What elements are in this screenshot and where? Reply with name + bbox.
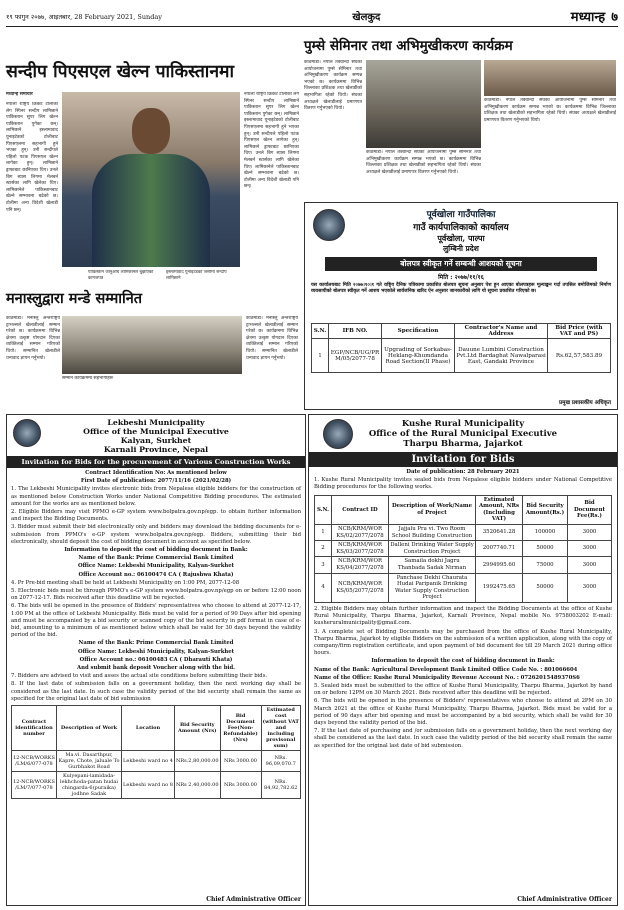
kushe-row3-sn: 3 [315, 557, 332, 573]
lekbeshi-bank2-line4: And submit bank deposit Voucher along with the bid. [76, 665, 235, 672]
story1-headline: सन्दीप पिएसएल खेल्न पाकिस्तानमा [6, 62, 235, 82]
lekbeshi-row2-loc: Lekbeshi ward no 8 [122, 772, 175, 799]
story1-text-col2: नेपाली राष्ट्रिय क्रिकेट टोलीका लेग स्पिनर सन्दीप लामिछाने पाकिस्तान सुपर लिग खेल्न पाकिस्तान पुगेका छन्। लामिछाने इस्लामावाद युनाइटेडको टोलीबाट पिएसएलमा सहभागी हुने भएका हुन्। उनी सन्दीपले पहिलो पटक पिएसएल खेल्न लागेका हुन्। लामिछाने ड्राफ्टबाट छानिएका थिए। उनले बिग ब्यास लिगमा मेलबर्न स्टार्सका लागि खेलेका थिए। लामिछानेले पाकिस्तानबाट खेल्ने सम्भावना बढेको छ। टोलीमा अन्य विदेशी खेलाडी पनि छन्। [244, 92, 299, 190]
purbakhola-spec: Upgrading of Sorkabas-Heklang-Khumdanda Road Section(II Phase) [382, 339, 455, 373]
kushe-bank-line1: Name of the Bank: Agricultural Development Bank Limited Office Code No. : 801066604 [314, 666, 578, 673]
kushe-row1-sn: 1 [315, 524, 332, 540]
lekbeshi-title3: Kalyan, Surkhet [120, 436, 192, 445]
lekbeshi-item-4: 4. Pr Pre-bid meeting shall be held at Lekbeshi Municipality on 1:00 PM, 2077-12-08 [11, 579, 240, 586]
kushe-row4-id: NCB/KRM/WOR KS/05/2077/2078 [332, 573, 389, 602]
notice-lekbeshi [6, 414, 306, 906]
kushe-item-5: 5. Sealed bids must be submitted to the office of Kushe Rural Municipality, Tharpu Bharma, Jajarkot by hand on or before 12PM on 30 March 2021. Bids received after this deadline will be rejected. [314, 682, 612, 697]
purbakhola-price: Rs.62,57,583.89 [548, 339, 611, 373]
kushe-row4-fee: 3000 [568, 573, 612, 602]
kushe-title3: Tharpu Bharma, Jajarkot [403, 439, 523, 449]
lekbeshi-title2: Office of the Municipal Executive [83, 427, 229, 436]
lekbeshi-th-cost: Estimated cost (without VAT and including provisonal sum) [262, 707, 299, 750]
lekbeshi-item-2: 2. Eligible Bidders may visit PPMO e-GP system www.bolpatra.gov.np/egp. to obtain further information and inspect the Bidding Documents. [11, 509, 301, 523]
purbakhola-body: यस कार्यालयबाट मिति २०७७।१०।१ गते राष्ट्रिय दैनिक पत्रिकामा प्रकाशित बोलपत्र सूचना अनुसार पेश हुन आएका बोलपत्रहरू मूल्याङ्कन गर्दा तपसिल बमोजिमको निर्माण व्यवसायीको बोलपत्र स्वीकृत गर्ने आशय भएकोले सार्वजनिक खरिद ऐन अनुसार जानकारीको लागि यो सूचना प्रकाशित गरिएको छ। [311, 282, 611, 295]
purbakhola-table [311, 323, 611, 373]
page-number: ७ [611, 10, 618, 25]
table-row [315, 541, 612, 557]
kushe-row3-security: 75000 [523, 557, 568, 573]
story2-text-col2: काठमाडौं। नेपाल तेक्वान्दो संघको आयोजनामा पुम्से सेमिनार तथा अभिमुखीकरण कार्यक्रम सम्पन्न भएको छ। कार्यक्रममा विभिन्न जिल्लाका प्रशिक्षक तथा खेलाडीको सहभागिता रहेको थियो। संघका अध्यक्षले खेलाडीलाई प्रमाणपत्र वितरण गर्नुभएको थियो। [366, 150, 481, 175]
kushe-item-3: 3. A complete set of Bidding Documents may be purchased from the office of Kushe Rural Municipality, Tharpu Bharma, Jajarkot by eligible Bidders on the submission of a written application, along with the copy of company/firm registration certificate, and upon payment of bid document fee till 29 March 2021 during office hours. [314, 628, 612, 657]
lekbeshi-title4: Karnali Province, Nepal [103, 445, 209, 454]
kushe-row3-fee: 3000 [568, 557, 612, 573]
lekbeshi-th-id: Contract identification number [12, 706, 57, 751]
kushe-row2-fee: 3000 [568, 541, 612, 557]
kushe-row1-fee: 3000 [568, 524, 612, 540]
kushe-title1: Kushe Rural Municipality [401, 419, 525, 429]
kushe-row4-desc: Panchase Dekhi Chaurata Hudai Paripanik Drinking Water Supply Construction Project [389, 573, 476, 602]
kushe-row3-id: NCB/KRM/WOR KS/04/2077/2078 [332, 557, 389, 573]
purbakhola-th-spec: Specification [382, 324, 455, 339]
kushe-row2-id: NCB/KRM/WOR KS/03/2077/2078 [332, 541, 389, 557]
lekbeshi-row1-security: NRs.2,80,000.00 [175, 751, 221, 772]
lekbeshi-item-7: 7. Bidders are advised to visit and asses the actual site conditions before submitting their bids. [11, 673, 268, 680]
kushe-deposit-head: Information to deposit the cost of bidding document in Bank: [371, 658, 555, 665]
kushe-signature: Chief Administrative Officer [517, 896, 612, 903]
lekbeshi-signature: Chief Administrative Officer [206, 896, 301, 903]
lekbeshi-th-fee: Bid Document Fee(Non-Refundable) (Nrs) [220, 706, 261, 751]
lekbeshi-bank1-line2: Office Name: Lekbeshi Municipality, Kalyan-Surkhet [77, 563, 235, 570]
purbakhola-title2: गाउँ कार्यपालिकाको कार्यालय [413, 223, 509, 233]
story2-text-col3: काठमाडौं। नेपाल तेक्वान्दो संघको आयोजनामा पुम्से सेमिनार तथा अभिमुखीकरण कार्यक्रम सम्पन्न भएको छ। कार्यक्रममा विभिन्न जिल्लाका प्रशिक्षक तथा खेलाडीको सहभागिता रहेको थियो। संघका अध्यक्षले खेलाडीलाई प्रमाणपत्र वितरण गर्नुभएको थियो। [484, 98, 616, 123]
lekbeshi-row1-fee: NRs 3000.00 [220, 751, 261, 772]
story3-text-col2: सम्मान कार्यक्रममा सहभागीहरू [62, 376, 114, 381]
lekbeshi-row2-security: NRs 2,40,000.00 [175, 772, 221, 799]
purbakhola-title1: पूर्वखोला गाउँपालिका [426, 210, 496, 220]
purbakhola-sn: 1 [312, 339, 329, 373]
lekbeshi-bar: Invitation for Bids for the procurement of Various Construction Works [7, 456, 305, 468]
purbakhola-th-sn: S.N. [312, 324, 329, 339]
lekbeshi-row1-cost: NRs. 96,09,070.7 [261, 751, 300, 772]
story2-headline: पुम्से सेमिनार तथा अभिमुखीकरण कार्यक्रम [304, 38, 513, 54]
kushe-row1-desc: Jajjalu Pra vi. Two Room School Building Construction [389, 524, 476, 540]
kushe-item-7: 7. If the last date of purchasing and /or submission falls on a government holiday, then the next working day shall be considered as the last date. In such case the validity period of the bid security shall remain the same as specified for the original last date of bid submission. [314, 728, 612, 749]
table-row [12, 751, 301, 772]
lekbeshi-row2-fee: NRs 3000.00 [220, 772, 261, 799]
kushe-row4-amount: 1992475.65 [476, 573, 523, 602]
kushe-bank-line2: Name of the Office: Kushe Rural Municipality Revenue Account No. : 07262015489370S6 [314, 674, 580, 681]
lekbeshi-bank1-line3: Office Account no.: 06100474 CA ( Rajushwa Khata) [78, 571, 234, 578]
kushe-row1-security: 100000 [523, 524, 568, 540]
kushe-th-amount: Estimated Amount, NRs (Including VAT) [476, 495, 523, 524]
purbakhola-date: मिति : २०७७/११/१६ [438, 274, 484, 281]
player-head [132, 108, 170, 154]
kushe-date-line: Date of publication: 28 February 2021 [406, 469, 520, 475]
kushe-row1-id: NCB/KRM/WOR KS/02/2077/2078 [332, 524, 389, 540]
lekbeshi-row1-id: 12-NCB/WORKS /LM/6/077-078 [12, 751, 57, 772]
lekbeshi-item-5: 5. Electronic bids must be through PPMO's e-GP system www.bolpatra.gov.np/egp on or before 12:00 noon on 2077-12-17. Bids received after this deadline will be rejected. [11, 588, 301, 602]
story1-caption-left: पाकिस्तान जानुअघि लामिछानेले बुझाएको कागजपत्र [88, 270, 154, 281]
kushe-table [314, 495, 612, 603]
lekbeshi-row1-desc: Ma.vi. Dasarthpur, Kapre, Chote, jaluale To Gurbhakot Road [58, 752, 120, 771]
purbakhola-ifb: EGP/NCB/UG/PR M/05/2077-78 [329, 339, 382, 373]
table-row [315, 557, 612, 573]
lekbeshi-bank1-line1: Name of the Bank: Prime Commercial Bank Limited [78, 555, 234, 562]
lekbeshi-th-loc: Location [122, 706, 175, 751]
lekbeshi-item-8: 8. If the last date of submission falls on a government holiday, then the next working day shall be considered as the last date. In such case the validity period of the bid security shall remain the same as specified for the original last date of bid submission [11, 681, 301, 702]
section-title: खेलकुद [352, 12, 381, 23]
kushe-row2-desc: Dalleni Drinking Water Supply Construction Project [389, 541, 476, 557]
story1-caption-right: इस्लामावाद युनाइटेडको जर्सीमा सन्दीप लामिछाने [166, 270, 227, 281]
kushe-row4-security: 50000 [523, 573, 568, 602]
lekbeshi-bank2-line3: Office Account no.: 06100483 CA ( Dharauti Khata) [79, 656, 233, 663]
masthead-brand: मध्यान्ह [570, 10, 606, 25]
story2-photo-right [484, 60, 616, 96]
lekbeshi-th-desc: Description of Work [57, 706, 122, 751]
lekbeshi-table [11, 705, 301, 799]
lekbeshi-row1-loc: Lekbeshi ward no 4 [122, 751, 175, 772]
kushe-row1-amount: 3520641.28 [476, 524, 523, 540]
kushe-row4-sn: 4 [315, 573, 332, 602]
lekbeshi-pub-line: First Date of publication: 2077/11/16 (2021/02/28) [80, 478, 232, 485]
purbakhola-bar: बोलपत्र स्वीकृत गर्ने सम्बन्धी आशयको सूचना [325, 257, 597, 271]
kushe-row3-desc: Samaila dokhi Jagru Thanbada Sadak Nirman [389, 557, 476, 573]
lekbeshi-row2-id: 12-NCB/WORKS /LM/7/077-078 [12, 772, 57, 799]
story3-text-col3: काठमाडौं। मनास्लु अन्तर्राष्ट्रिय ट्राभल्सले खेलाडीलाई सम्मान गरेको छ। कार्यक्रममा विभिन्न क्षेत्रमा उत्कृष्ट योगदान दिएका व्यक्तिलाई सम्मान गरिएको थियो। सम्मानित खेलाडीले धन्यवाद ज्ञापन गर्नुभयो। [246, 316, 298, 361]
issue-date: १९ फागुन २०७७, आइतबार, 28 February 2021, Sunday [6, 12, 162, 21]
table-row [312, 339, 611, 373]
lekbeshi-row2-cost: NRs. 84,92,782.62 [261, 772, 300, 799]
lekbeshi-title1: Lekbeshi Municipality [107, 418, 205, 427]
story2-text-col1: काठमाडौं। नेपाल तेक्वान्दो संघको आयोजनामा पुम्से सेमिनार तथा अभिमुखीकरण कार्यक्रम सम्पन्न भएको छ। कार्यक्रममा विभिन्न जिल्लाका प्रशिक्षक तथा खेलाडीको सहभागिता रहेको थियो। संघका अध्यक्षले खेलाडीलाई प्रमाणपत्र वितरण गर्नुभएको थियो। [304, 60, 362, 112]
lekbeshi-item-6: 6. The bids will be opened in the presence of Bidders' representatives who choose to attend at 2077-12-17, 1:00 PM at the office of Lekbeshi Municipality. Bids must be valid for a period of 90 Days after bid opening and must be accompanied by a bid security or scanned copy of the bid security in pdf format in case of e-bid, amounting to a minimum of as mentioned below which shall be valid for 30 days beyond the validity period of the bid. [11, 603, 301, 639]
kushe-th-sn: S.N. [315, 495, 332, 524]
lekbeshi-item-1: 1. The Lekbeshi Municipality invites electronic bids from Nepalese eligible bidders for the construction of as mentioned below Construction Works under National Competitive Bidding procedures. The estimated amount for the works are as mentioned below. [11, 486, 301, 507]
purbakhola-contractor: Dauune Lumbini Construction Pvt.Ltd Bardaghat Nawalparasi East, Gandaki Province [455, 339, 548, 373]
table-row [315, 573, 612, 602]
lekbeshi-bank2-line1: Name of the Bank: Prime Commercial Bank Limited [78, 640, 234, 647]
purbakhola-title4: लुम्बिनी प्रदेश [443, 244, 479, 253]
story1-byline: मध्यान्ह समाचार [6, 92, 33, 97]
lekbeshi-contract-line: Contract Identification No: As mentioned below [85, 470, 227, 476]
lekbeshi-row2-desc: Kulyepani-lamidada-lekhchoda-patan hudai chingarda-6(puraika) jodhne Sadak [57, 772, 122, 799]
nepal-emblem-icon [13, 419, 41, 447]
notice-kushe [308, 414, 618, 906]
story2-photo-top [366, 60, 481, 148]
purbakhola-signature: प्रमुख प्रशासकीय अधिकृत [559, 400, 611, 406]
kushe-item-2: 2. Eligible Bidders may obtain further information and inspect the Bidding Documents at the office of Kushe Rural Municipality, Tharpu Bharma, Jajarkot, Karnali Province, Nepal mobile No. 9758003202 E-mail: kusheruralmunicipality@gmail.com. [314, 605, 612, 627]
story3-headline: मनास्लुद्वारा मन्डे सम्मानित [6, 290, 143, 307]
kushe-item-1: 1. Kushe Rural Municipality invites sealed bids from Nepalese eligible bidders under National Competitive Bidding procedures for the following works. [314, 477, 612, 491]
kushe-title2: Office of the Rural Municipal Executive [368, 429, 558, 439]
lekbeshi-bank2-line2: Office Name: Lekbeshi Municipality, Kalyan-Surkhet [77, 648, 235, 655]
story3-text-col1: काठमाडौं। मनास्लु अन्तर्राष्ट्रिय ट्राभल्सले खेलाडीलाई सम्मान गरेको छ। कार्यक्रममा विभिन्न क्षेत्रमा उत्कृष्ट योगदान दिएका व्यक्तिलाई सम्मान गरिएको थियो। सम्मानित खेलाडीले धन्यवाद ज्ञापन गर्नुभयो। [6, 316, 60, 361]
kushe-th-desc: Description of Work/Name of Project [389, 495, 476, 524]
kushe-row2-security: 50000 [523, 541, 568, 557]
purbakhola-th-ifb: IFB NO. [329, 324, 382, 339]
kushe-row3-amount: 2994995.60 [476, 557, 523, 573]
nepal-emblem-icon [313, 209, 345, 241]
player-jersey [92, 154, 210, 267]
table-row [12, 772, 301, 799]
kushe-th-security: Bid Security Amount(Rs.) [523, 495, 568, 524]
story3-photo [62, 316, 242, 374]
story1-text-col1: नेपाली राष्ट्रिय क्रिकेट टोलीका लेग स्पिनर सन्दीप लामिछाने पाकिस्तान सुपर लिग खेल्न पाकिस्तान पुगेका छन्। लामिछाने इस्लामावाद युनाइटेडको टोलीबाट पिएसएलमा सहभागी हुने भएका हुन्। उनी सन्दीपले पहिलो पटक पिएसएल खेल्न लागेका हुन्। लामिछाने ड्राफ्टबाट छानिएका थिए। उनले बिग ब्यास लिगमा मेलबर्न स्टार्सका लागि खेलेका थिए। लामिछानेले पाकिस्तानबाट खेल्ने सम्भावना बढेको छ। टोलीमा अन्य विदेशी खेलाडी पनि छन्। [6, 102, 58, 213]
story1-photo [62, 92, 240, 267]
lekbeshi-item-3: 3. Bidder must submit their bid electronically only and bidders may download the bidding documents for e-submission from PPMO's e-GP system www.bolpatra.gov.np/egp. Bidders, submitting their bid electronically, should deposit the cost of bidding document in account as specified below. [11, 524, 301, 545]
lekbeshi-deposit-head: Information to deposit the cost of bidding document in Bank: [64, 547, 248, 554]
table-row [315, 524, 612, 540]
kushe-row2-amount: 2007740.71 [476, 541, 523, 557]
kushe-th-fee: Bid Document Fee(Rs.) [568, 495, 612, 524]
notice-purbakhola [304, 202, 618, 410]
purbakhola-title3: पूर्वखोला, पाल्पा [437, 233, 485, 243]
kushe-bar: Invitation for Bids [309, 452, 617, 467]
lekbeshi-th-security: Bid Security Amount (Nrs) [175, 706, 221, 751]
nepal-emblem-icon [323, 419, 353, 449]
kushe-th-id: Contract ID [332, 495, 389, 524]
purbakhola-th-contractor: Contractor's Name and Address [455, 324, 548, 339]
page-header [6, 6, 618, 27]
purbakhola-th-price: Bid Price (with VAT and PS) [548, 324, 611, 339]
kushe-item-6: 6. The bids will be opened in the presence of Bidders' representatives who choose to attend at 2PM on 30 March 2021 at the office of Kushe Rural Municipality, Tharpu Bharma, Jajarkot. Bids must be valid for a period of 90 days after bid opening and must be accompanied by a bid security, which shall be valid for 30 days beyond the validity period of the bid. [314, 698, 612, 726]
kushe-row2-sn: 2 [315, 541, 332, 557]
